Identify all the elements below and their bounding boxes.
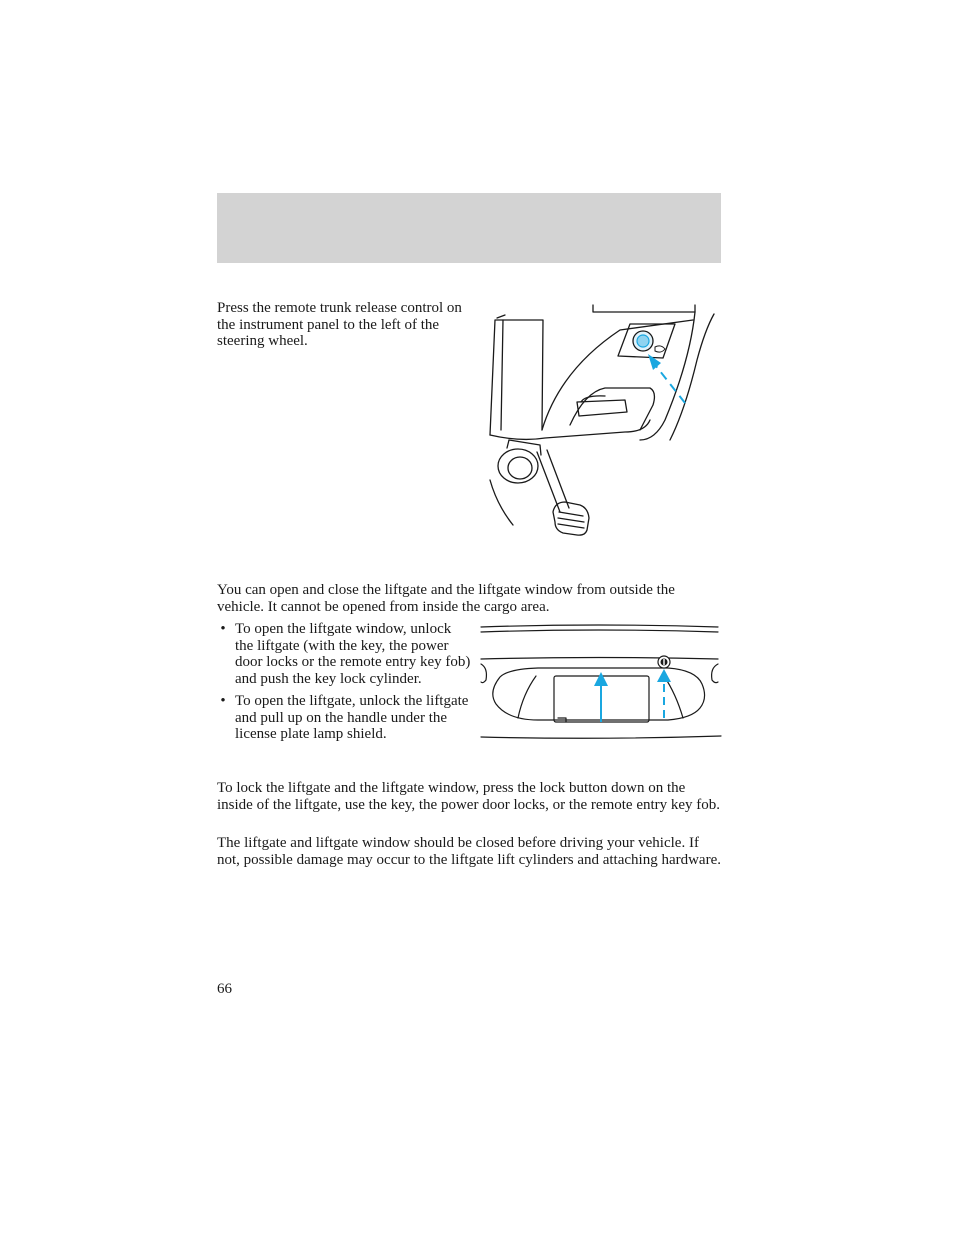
liftgate-intro-paragraph: You can open and close the liftgate and the liftgate window from outside the vehicle. It cannot be opened from inside the cargo area. (217, 582, 675, 615)
bullet-marker: • (220, 621, 226, 637)
liftgate-illustration (478, 622, 723, 746)
trunk-release-illustration (485, 300, 720, 540)
bullet-text: To open the liftgate window, unlock the liftgate (with the key, the power door locks or the remote entry key fob) and push the key lock cylinder. (235, 621, 471, 687)
section-header-band (217, 193, 721, 263)
key-lock-cylinder-icon (658, 656, 670, 668)
list-item (217, 693, 472, 743)
bullet-text: To open the liftgate, unlock the liftgate and pull up on the handle under the license plate lamp shield. (235, 693, 469, 742)
dashed-arrow-icon (648, 354, 685, 403)
solid-arrow-icon (594, 672, 608, 722)
dashed-arrow-icon (657, 669, 671, 718)
closing-warning-paragraph: The liftgate and liftgate window should be closed before driving your vehicle. If not, possible damage may occur to the liftgate lift cylinders and attaching hardware. (217, 835, 721, 868)
liftgate-bullet-list (217, 621, 472, 749)
bullet-marker: • (220, 693, 226, 709)
page-number: 66 (217, 981, 232, 997)
lock-instructions-paragraph: To lock the liftgate and the liftgate window, press the lock button down on the inside of the liftgate, use the key, the power door locks, or the remote entry key fob. (217, 780, 721, 813)
list-item (217, 621, 472, 687)
trunk-release-paragraph: Press the remote trunk release control on the instrument panel to the left of the steering wheel. (217, 300, 462, 349)
